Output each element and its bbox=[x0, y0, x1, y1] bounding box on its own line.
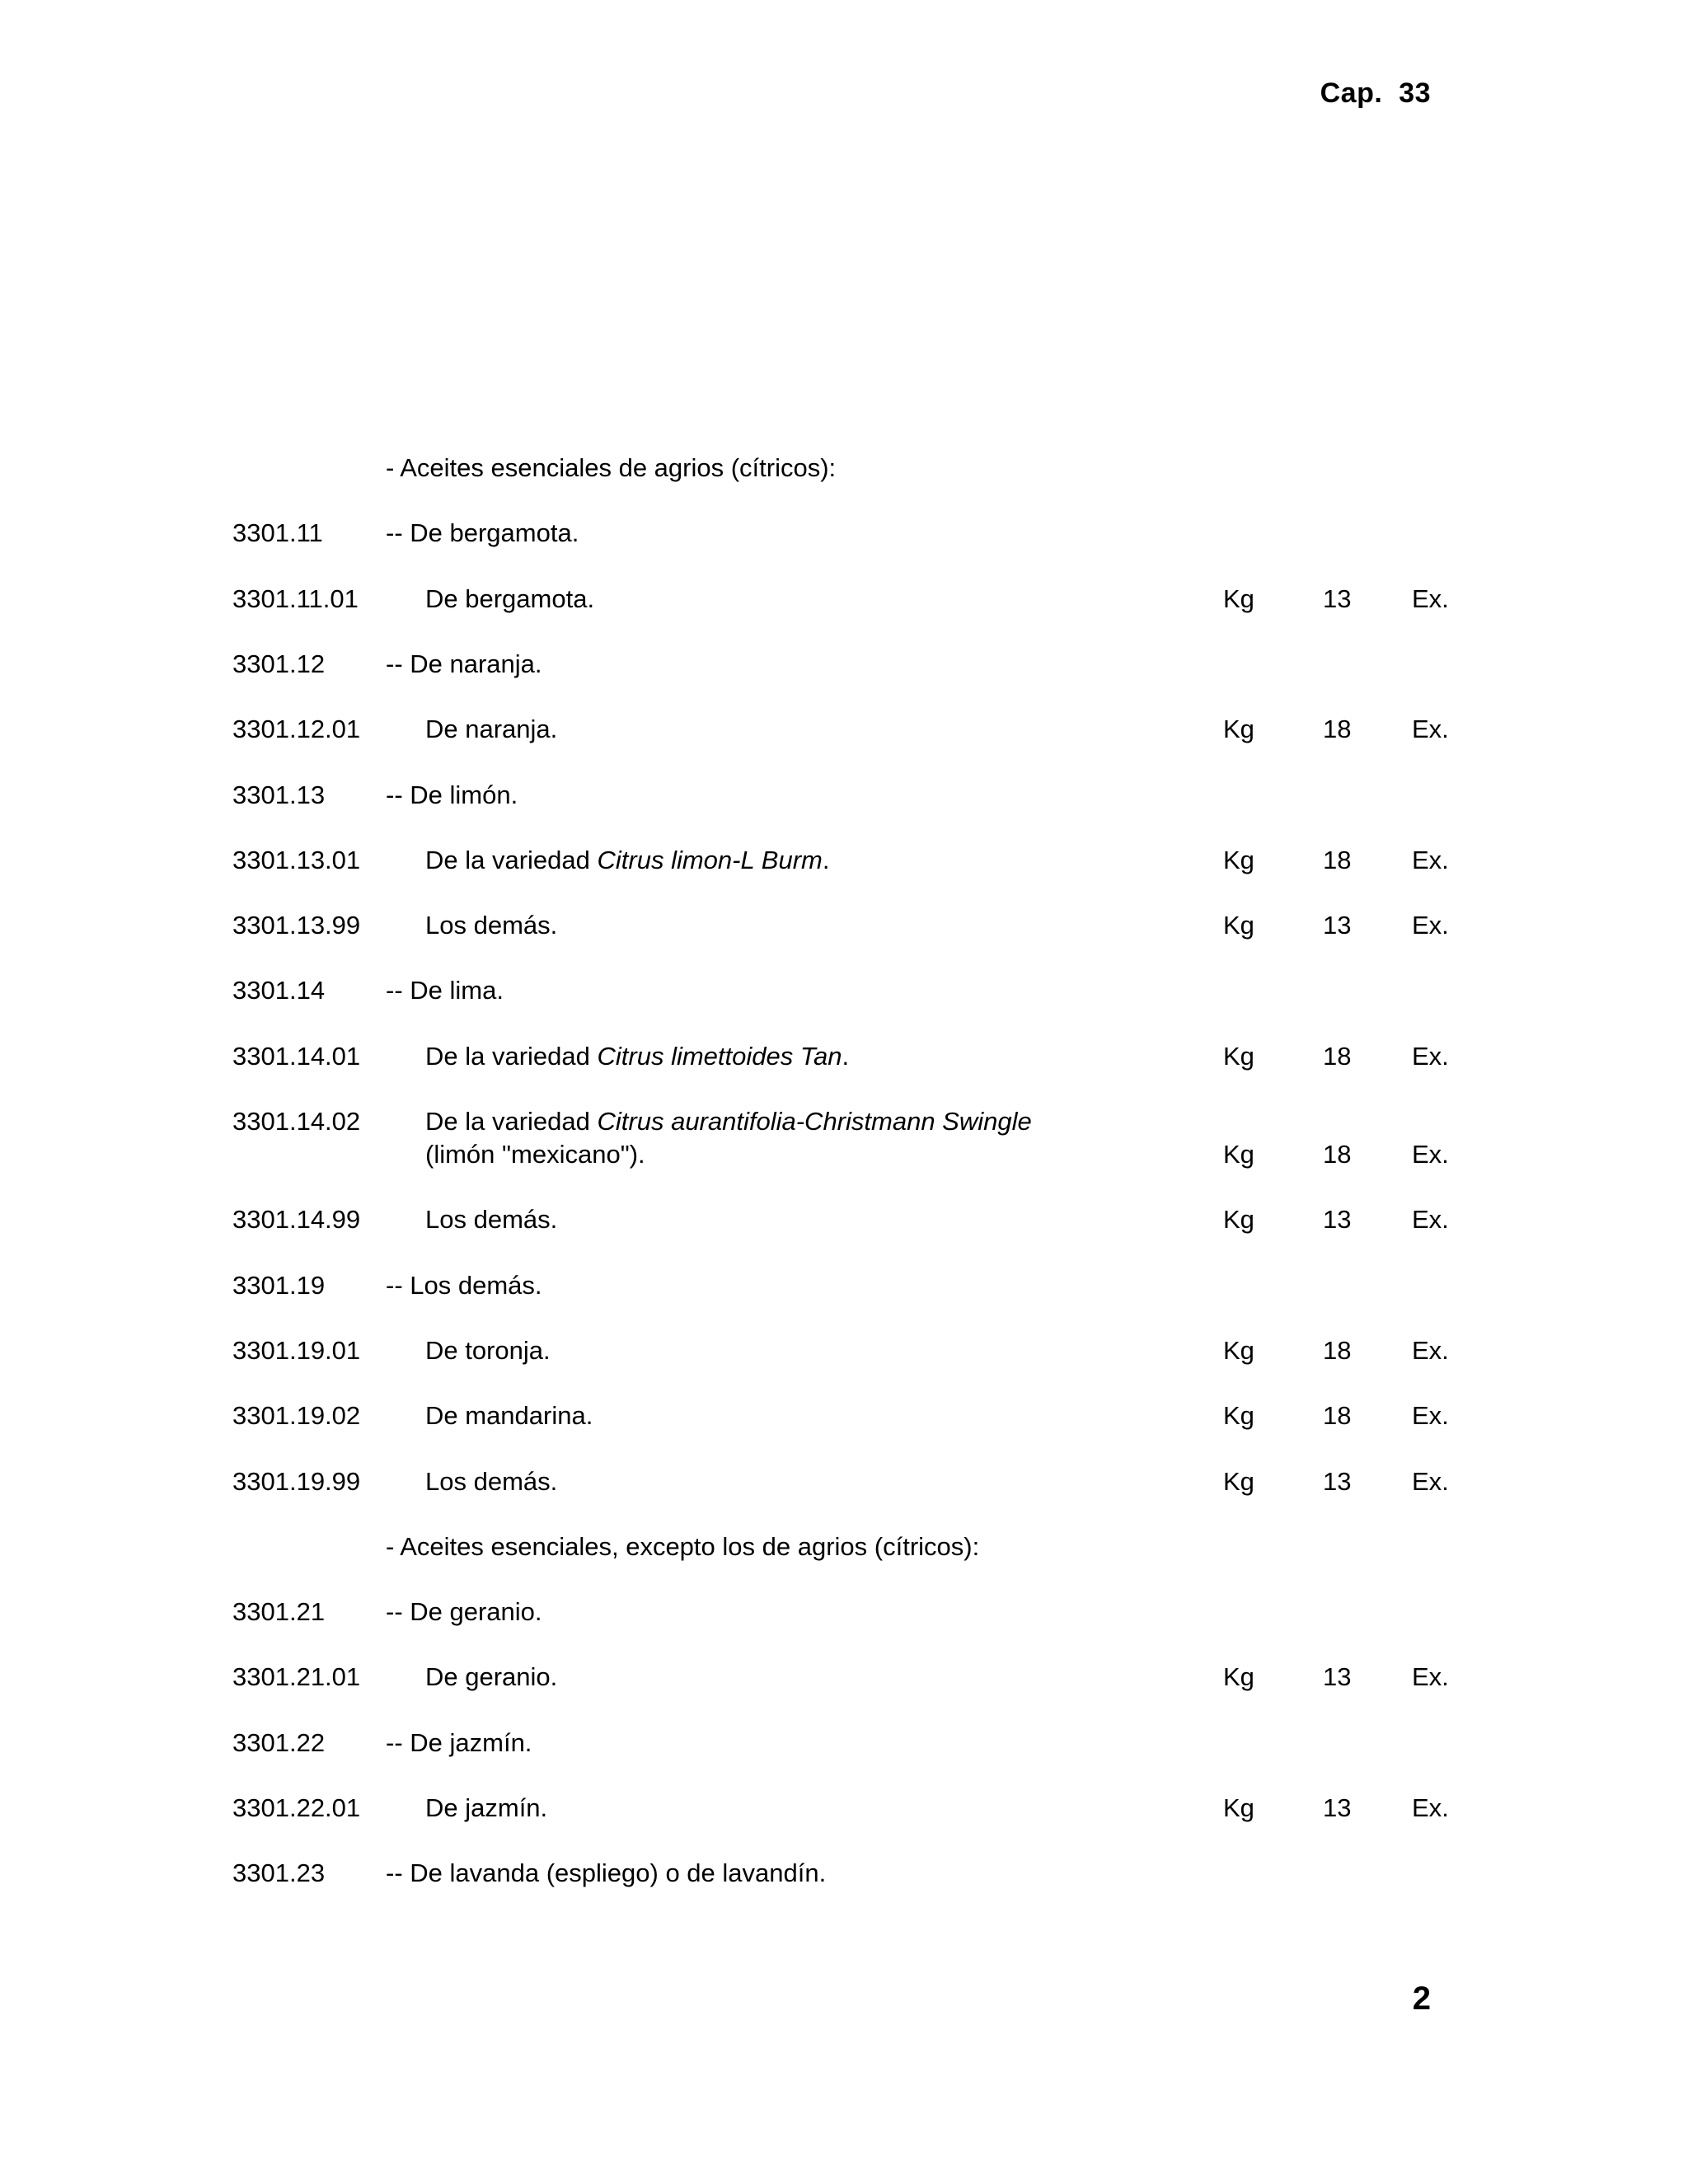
description-text: - Aceites esenciales, excepto los de agrios (cítricos): bbox=[386, 1531, 980, 1561]
tariff-description bbox=[425, 1399, 1101, 1432]
description-text: - Aceites esenciales de agrios (cítricos): bbox=[386, 453, 837, 482]
tariff-code: 3301.21 bbox=[232, 1597, 326, 1627]
description-text: -- Los demás. bbox=[386, 1270, 542, 1300]
tariff-description bbox=[386, 779, 1128, 812]
species-name: Citrus limon-L Burm bbox=[597, 845, 823, 874]
tariff-status: Ex. bbox=[1412, 1205, 1449, 1235]
tariff-code: 3301.19.99 bbox=[232, 1466, 361, 1496]
tariff-description bbox=[386, 517, 1128, 550]
description-text: Los demás. bbox=[425, 911, 558, 940]
tariff-description bbox=[425, 1792, 1101, 1825]
tariff-unit: Kg bbox=[1223, 583, 1254, 613]
tariff-row bbox=[0, 1857, 1688, 1923]
tariff-status: Ex. bbox=[1412, 1140, 1449, 1169]
tariff-code: 3301.14.02 bbox=[232, 1107, 361, 1136]
tariff-code: 3301.12.01 bbox=[232, 715, 361, 744]
tariff-code: 3301.19 bbox=[232, 1270, 326, 1300]
tariff-code: 3301.14.99 bbox=[232, 1205, 361, 1235]
tariff-code: 3301.14 bbox=[232, 976, 326, 1005]
tariff-row bbox=[0, 648, 1688, 714]
tariff-status: Ex. bbox=[1412, 715, 1449, 744]
tariff-row bbox=[0, 844, 1688, 910]
description-text: -- De lima. bbox=[386, 976, 504, 1005]
tariff-status: Ex. bbox=[1412, 1662, 1449, 1692]
tariff-description bbox=[386, 1269, 1128, 1302]
tariff-rate: 13 bbox=[1323, 583, 1352, 613]
description-text: . bbox=[822, 845, 830, 874]
tariff-description bbox=[425, 1465, 1101, 1498]
tariff-code: 3301.22 bbox=[232, 1727, 326, 1757]
description-text: Los demás. bbox=[425, 1466, 558, 1496]
description-text: (limón "mexicano"). bbox=[425, 1140, 645, 1169]
tariff-row bbox=[0, 1040, 1688, 1106]
tariff-description bbox=[425, 1105, 1101, 1171]
tariff-status: Ex. bbox=[1412, 1335, 1449, 1365]
tariff-description bbox=[425, 1203, 1101, 1236]
tariff-status: Ex. bbox=[1412, 1401, 1449, 1431]
tariff-description bbox=[386, 648, 1128, 681]
tariff-row bbox=[0, 1269, 1688, 1335]
description-text: -- De lavanda (espliego) o de lavandín. bbox=[386, 1858, 827, 1888]
description-text: -- De jazmín. bbox=[386, 1727, 532, 1757]
description-text: De jazmín. bbox=[425, 1793, 548, 1822]
tariff-description bbox=[425, 583, 1101, 616]
tariff-description bbox=[386, 1596, 1128, 1629]
tariff-row bbox=[0, 1596, 1688, 1661]
description-text: De la variedad bbox=[425, 845, 598, 874]
description-text: -- De naranja. bbox=[386, 649, 542, 678]
tariff-row bbox=[0, 713, 1688, 779]
tariff-status: Ex. bbox=[1412, 1041, 1449, 1071]
tariff-unit: Kg bbox=[1223, 1335, 1254, 1365]
tariff-code: 3301.13.01 bbox=[232, 845, 361, 874]
tariff-unit: Kg bbox=[1223, 1466, 1254, 1496]
tariff-row bbox=[0, 974, 1688, 1040]
tariff-rate: 18 bbox=[1323, 715, 1352, 744]
tariff-code: 3301.12 bbox=[232, 649, 326, 678]
tariff-rate: 13 bbox=[1323, 911, 1352, 940]
description-text: . bbox=[842, 1041, 850, 1071]
tariff-status: Ex. bbox=[1412, 1793, 1449, 1822]
tariff-description bbox=[425, 1334, 1101, 1367]
tariff-description bbox=[425, 1661, 1101, 1694]
tariff-row bbox=[0, 517, 1688, 583]
tariff-row bbox=[0, 583, 1688, 649]
tariff-description bbox=[386, 1530, 1128, 1563]
section-heading-row bbox=[0, 1530, 1688, 1596]
tariff-status: Ex. bbox=[1412, 583, 1449, 613]
description-text: De mandarina. bbox=[425, 1401, 593, 1431]
tariff-code: 3301.13.99 bbox=[232, 911, 361, 940]
description-text: -- De bergamota. bbox=[386, 518, 579, 548]
description-text: De toronja. bbox=[425, 1335, 551, 1365]
tariff-row bbox=[0, 909, 1688, 975]
tariff-code: 3301.14.01 bbox=[232, 1041, 361, 1071]
tariff-description bbox=[386, 1857, 1128, 1890]
tariff-description bbox=[386, 974, 1128, 1007]
tariff-code: 3301.23 bbox=[232, 1858, 326, 1888]
tariff-rate: 13 bbox=[1323, 1662, 1352, 1692]
tariff-row bbox=[0, 1661, 1688, 1727]
tariff-row bbox=[0, 1105, 1688, 1204]
page-number: 2 bbox=[1412, 1980, 1431, 2017]
tariff-description bbox=[386, 1727, 1128, 1760]
description-text: Los demás. bbox=[425, 1205, 558, 1235]
tariff-unit: Kg bbox=[1223, 845, 1254, 874]
tariff-code: 3301.13 bbox=[232, 780, 326, 809]
tariff-row bbox=[0, 1399, 1688, 1465]
description-text: De bergamota. bbox=[425, 583, 595, 613]
tariff-unit: Kg bbox=[1223, 1205, 1254, 1235]
tariff-rate: 18 bbox=[1323, 845, 1352, 874]
tariff-unit: Kg bbox=[1223, 1662, 1254, 1692]
description-text: -- De limón. bbox=[386, 780, 518, 809]
tariff-description bbox=[425, 844, 1101, 877]
tariff-code: 3301.21.01 bbox=[232, 1662, 361, 1692]
tariff-code: 3301.11.01 bbox=[232, 583, 359, 613]
tariff-rate: 13 bbox=[1323, 1466, 1352, 1496]
tariff-rate: 18 bbox=[1323, 1401, 1352, 1431]
description-text: -- De geranio. bbox=[386, 1597, 542, 1627]
tariff-unit: Kg bbox=[1223, 911, 1254, 940]
species-name: Citrus limettoides Tan bbox=[597, 1041, 842, 1071]
tariff-row bbox=[0, 1727, 1688, 1793]
tariff-rate: 18 bbox=[1323, 1140, 1352, 1169]
tariff-rate: 18 bbox=[1323, 1335, 1352, 1365]
tariff-code: 3301.19.02 bbox=[232, 1401, 361, 1431]
tariff-unit: Kg bbox=[1223, 1401, 1254, 1431]
tariff-unit: Kg bbox=[1223, 1140, 1254, 1169]
tariff-row bbox=[0, 1465, 1688, 1531]
tariff-description bbox=[425, 713, 1101, 746]
tariff-row bbox=[0, 1792, 1688, 1858]
description-text: De la variedad bbox=[425, 1107, 598, 1136]
tariff-unit: Kg bbox=[1223, 1793, 1254, 1822]
tariff-unit: Kg bbox=[1223, 715, 1254, 744]
tariff-rate: 13 bbox=[1323, 1205, 1352, 1235]
tariff-unit: Kg bbox=[1223, 1041, 1254, 1071]
section-heading-row bbox=[0, 452, 1688, 518]
description-text: De naranja. bbox=[425, 715, 558, 744]
tariff-code: 3301.11 bbox=[232, 518, 323, 548]
tariff-row bbox=[0, 1203, 1688, 1269]
tariff-status: Ex. bbox=[1412, 1466, 1449, 1496]
tariff-rate: 18 bbox=[1323, 1041, 1352, 1071]
tariff-code: 3301.22.01 bbox=[232, 1793, 361, 1822]
chapter-header: Cap. 33 bbox=[1320, 77, 1431, 109]
tariff-row bbox=[0, 1334, 1688, 1400]
tariff-description bbox=[386, 452, 1128, 485]
tariff-rate: 13 bbox=[1323, 1793, 1352, 1822]
description-text: De geranio. bbox=[425, 1662, 558, 1692]
tariff-status: Ex. bbox=[1412, 911, 1449, 940]
description-text: De la variedad bbox=[425, 1041, 598, 1071]
tariff-code: 3301.19.01 bbox=[232, 1335, 361, 1365]
tariff-status: Ex. bbox=[1412, 845, 1449, 874]
tariff-description bbox=[425, 1040, 1101, 1073]
tariff-description bbox=[425, 909, 1101, 942]
species-name: Citrus aurantifolia-Christmann Swingle bbox=[597, 1107, 1032, 1136]
tariff-row bbox=[0, 779, 1688, 845]
